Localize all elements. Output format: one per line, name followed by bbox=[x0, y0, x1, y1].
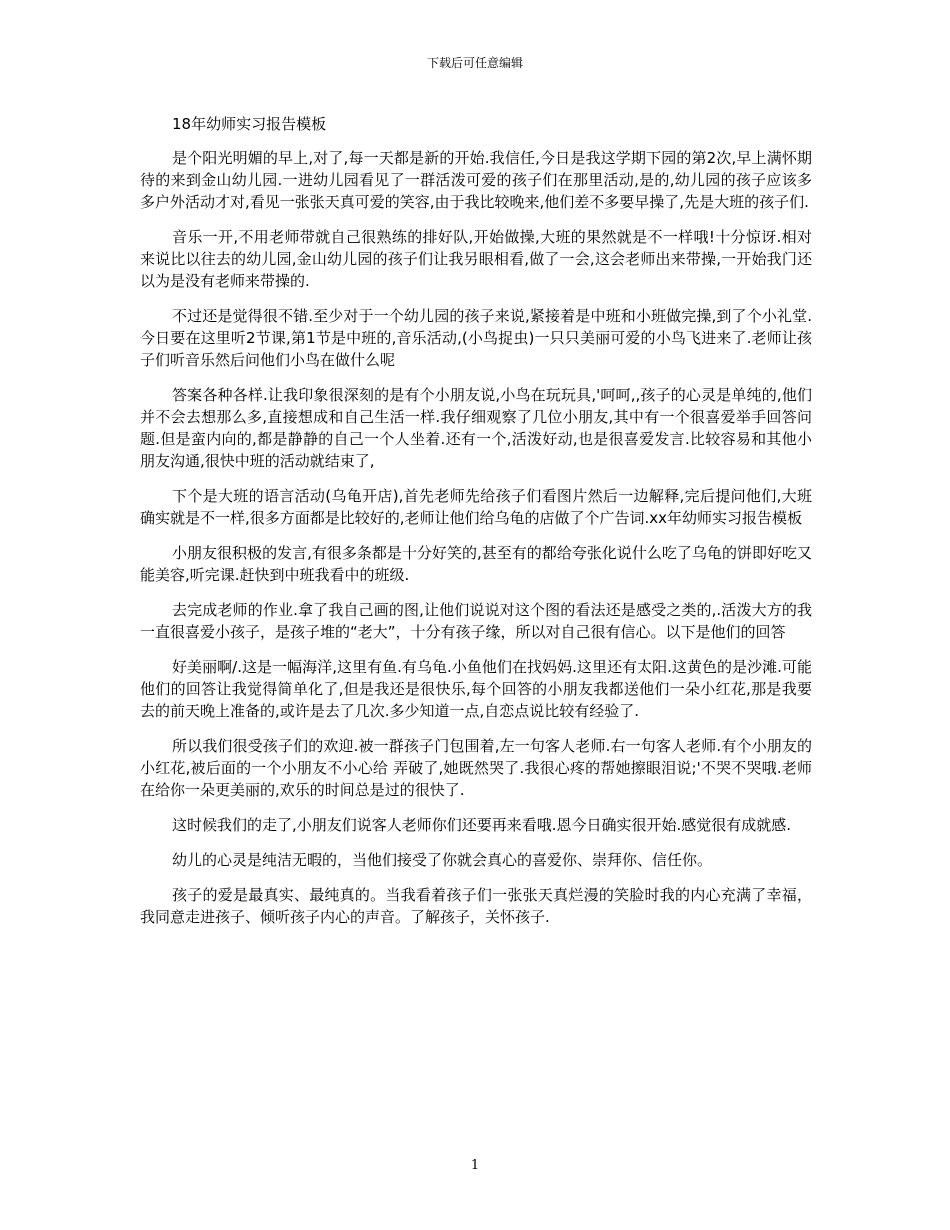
paragraph-5: 下个是大班的语言活动(乌龟开店),首先老师先给孩子们看图片然后一边解释,完后提问他们,大班确实就是不一样,很多方面都是比较好的,老师让他们给乌龟的店做了个广告词.xx年幼师实习报告模板 bbox=[140, 487, 812, 527]
paragraph-7: 去完成老师的作业.拿了我自己画的图,让他们说说对这个图的看法还是感受之类的,.活泼大方的我一直很喜爱小孩子，是孩子堆的“老大”，十分有孩子缘，所以对自己很有信心。以下是他们的回答 bbox=[140, 601, 812, 641]
paragraph-2: 音乐一开,不用老师带就自己很熟练的排好队,开始做操,大班的果然就是不一样哦!十分惊讶.相对来说比以往去的幼儿园,金山幼儿园的孩子们让我另眼相看,做了一会,这会老师出来带操,一开始我门还以为是没有老师来带操的. bbox=[140, 228, 812, 290]
document-title: 18年幼师实习报告模板 bbox=[172, 115, 327, 133]
paragraph-9: 所以我们很受孩子们的欢迎.被一群孩子门包围着,左一句客人老师.右一句客人老师.有个小朋友的小红花,被后面的一个小朋友不小心给 弄破了,她既然哭了.我很心疼的帮她擦眼泪说;'不哭不哭哦.老师在给你一朵更美丽的,欢乐的时间总是过的很快了. bbox=[140, 737, 812, 799]
paragraph-12: 孩子的爱是最真实、最纯真的。当我看着孩子们一张张天真烂漫的笑脸时我的内心充满了幸福，我同意走进孩子、倾听孩子内心的声音。了解孩子，关怀孩子. bbox=[140, 886, 812, 926]
paragraph-11: 幼儿的心灵是纯洁无暇的，当他们接受了你就会真心的喜爱你、崇拜你、信任你。 bbox=[172, 851, 713, 869]
paragraph-8: 好美丽啊/.这是一幅海洋,这里有鱼.有乌龟.小鱼他们在找妈妈.这里还有太阳.这黄色的是沙滩.可能他们的回答让我觉得简单化了,但是我还是很快乐,每个回答的小朋友我都送他们一朵小红花,那是我要去的前天晚上准备的,或许是去了几次.多少知道一点,自恋点说比较有经验了. bbox=[140, 658, 812, 720]
paragraph-3: 不过还是觉得很不错.至少对于一个幼儿园的孩子来说,紧接着是中班和小班做完操,到了个小礼堂.今日要在这里听2节课,第1节是中班的,音乐活动,(小鸟捉虫)一只只美丽可爱的小鸟飞进来了.老师让孩子们听音乐然后问他们小鸟在做什么呢 bbox=[140, 307, 812, 369]
page-header: 下载后可任意编辑 bbox=[426, 56, 523, 70]
paragraph-1: 是个阳光明媚的早上,对了,每一天都是新的开始.我信任,今日是我这学期下园的第2次,早上满怀期待的来到金山幼儿园.一进幼儿园看见了一群活泼可爱的孩子们在那里活动,是的,幼儿园的孩子应该多多户外活动才对,看见一张张天真可爱的笑容,由于我比较晚来,他们差不多要早操了,先是大班的孩子们. bbox=[140, 149, 812, 211]
page-number: 1 bbox=[470, 1158, 480, 1173]
paragraph-6: 小朋友很积极的发言,有很多条都是十分好笑的,甚至有的都给夸张化说什么吃了乌龟的饼即好吃又能美容,听完课.赶快到中班我看中的班级. bbox=[140, 544, 812, 584]
paragraph-10: 这时候我们的走了,小朋友们说客人老师你们还要再来看哦.恩今日确实很开始.感觉很有成就感. bbox=[172, 816, 792, 834]
document-body bbox=[140, 113, 812, 941]
paragraph-4: 答案各种各样.让我印象很深刻的是有个小朋友说,小鸟在玩玩具,'呵呵,,孩子的心灵是单纯的,他们并不会去想那么多,直接想成和自己生活一样.我仔细观察了几位小朋友,其中有一个很喜爱举手回答问题.但是蛮内向的,都是静静的自己一个人坐着.还有一个,活泼好动,也是很喜爱发言.比较容易和其他小朋友沟通,很快中班的活动就结束了, bbox=[140, 386, 812, 470]
